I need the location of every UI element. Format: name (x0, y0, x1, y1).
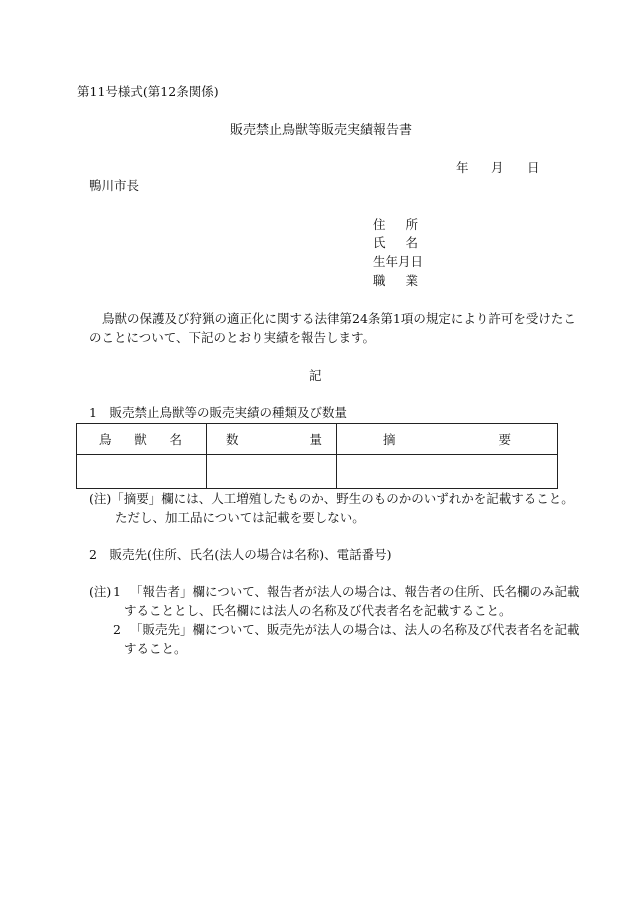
section1-heading: 1 販売禁止鳥獣等の販売実績の種類及び数量 (89, 405, 347, 420)
note1-line-2: することとし、氏名欄には法人の名称及び代表者名を記載すること。 (124, 603, 512, 618)
note2-line-1: 「販売先」欄について、販売先が法人の場合は、法人の名称及び代表者名を記載 (130, 622, 580, 637)
sales-table (76, 423, 558, 489)
note1-line-1: 「報告者」欄について、報告者が法人の場合は、報告者の住所、氏名欄のみ記載 (130, 584, 580, 599)
section1-note-line-1: (注)「摘要」欄には、人工増殖したものか、野生のものかのいずれかを記載すること。 (89, 491, 574, 506)
table-header-species (77, 424, 207, 455)
species-cell[interactable] (77, 455, 207, 489)
note2-number: 2 (113, 622, 121, 637)
species-char3: 名 (169, 432, 182, 447)
section2-heading: 2 販売先(住所、氏名(法人の場合は名称)、電話番号) (89, 547, 392, 562)
name-label-char2: 名 (405, 235, 418, 250)
quantity-char1: 数 (226, 432, 239, 447)
quantity-cell[interactable] (207, 455, 337, 489)
section1-note-line-2: ただし、加工品については記載を要しない。 (115, 510, 365, 525)
ki-heading: 記 (309, 368, 322, 383)
species-char2: 獣 (134, 432, 147, 447)
note2-line-2: すること。 (124, 641, 187, 656)
date-month-label: 月 (491, 160, 504, 175)
remarks-char1: 摘 (383, 432, 396, 447)
table-row (77, 455, 558, 489)
document-title: 販売禁止鳥獣等販売実績報告書 (230, 123, 413, 138)
name-label-char1: 氏 (373, 235, 386, 250)
remarks-cell[interactable] (337, 455, 558, 489)
occupation-label-char1: 職 (373, 273, 386, 288)
table-header-row (77, 424, 558, 455)
name-label (373, 237, 418, 250)
address-label-char2: 所 (405, 217, 418, 232)
quantity-char2: 量 (309, 432, 322, 447)
table-header-quantity (207, 424, 337, 455)
date-day-label: 日 (527, 160, 540, 175)
body-line-1: 鳥獣の保護及び狩猟の適正化に関する法律第24条第1項の規定により許可を受けたこ (102, 311, 576, 326)
birthdate-label: 生年月日 (373, 254, 424, 269)
species-char1: 鳥 (99, 432, 112, 447)
notes-prefix: (注) (89, 584, 112, 599)
occupation-label-char2: 業 (405, 273, 418, 288)
addressee: 鴨川市長 (89, 178, 140, 193)
form-number: 第11号様式(第12条関係) (77, 84, 219, 99)
address-label-char1: 住 (373, 217, 386, 232)
body-line-2: のことについて、下記のとおり実績を報告します。 (89, 330, 376, 345)
date-year-label: 年 (456, 160, 469, 175)
remarks-char2: 要 (498, 432, 511, 447)
table-header-remarks (337, 424, 558, 455)
occupation-label (373, 275, 418, 288)
address-label (373, 219, 418, 232)
note1-number: 1 (113, 584, 121, 599)
